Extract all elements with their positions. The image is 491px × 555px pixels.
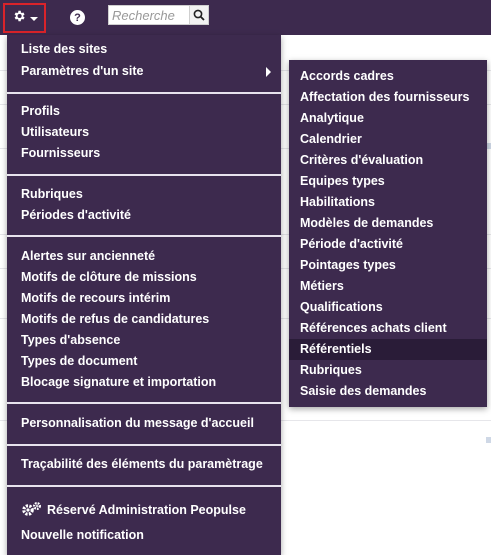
submenu-item-accords-cadres[interactable]: Accords cadres: [300, 69, 394, 83]
submenu-item-equipes-types[interactable]: Equipes types: [300, 174, 385, 188]
settings-menu-button[interactable]: [3, 3, 46, 33]
menu-separator: [7, 402, 281, 404]
submenu-item-rubriques[interactable]: Rubriques: [300, 363, 362, 377]
menu-separator: [7, 235, 281, 237]
menu-item-utilisateurs[interactable]: Utilisateurs: [21, 125, 90, 139]
question-icon[interactable]: ?: [70, 10, 85, 25]
settings-dropdown-menu: [7, 35, 281, 555]
submenu-item-criteres-evaluation[interactable]: Critères d'évaluation: [300, 153, 424, 167]
menu-item-personnalisation-message[interactable]: Personnalisation du message d'accueil: [21, 416, 254, 430]
menu-item-types-document[interactable]: Types de document: [21, 354, 138, 368]
site-settings-submenu: [289, 60, 487, 407]
submenu-item-metiers[interactable]: Métiers: [300, 279, 344, 293]
menu-item-alertes-anciennete[interactable]: Alertes sur ancienneté: [21, 249, 156, 263]
top-toolbar: [0, 0, 491, 35]
submenu-item-references-achats[interactable]: Références achats client: [300, 321, 447, 335]
submenu-item-calendrier[interactable]: Calendrier: [300, 132, 362, 146]
submenu-item-analytique[interactable]: Analytique: [300, 111, 364, 125]
menu-item-rubriques[interactable]: Rubriques: [21, 187, 83, 201]
menu-item-reserve-admin[interactable]: [7, 500, 281, 521]
menu-separator: [7, 444, 281, 446]
search-box: [108, 5, 209, 25]
menu-separator: [7, 174, 281, 176]
gear-icon: [12, 9, 26, 28]
submenu-item-habilitations[interactable]: Habilitations: [300, 195, 376, 209]
menu-item-tracabilite[interactable]: Traçabilité des éléments du paramètrage: [21, 457, 263, 471]
menu-item-profils[interactable]: Profils: [21, 104, 60, 118]
menu-item-liste-des-sites[interactable]: Liste des sites: [21, 42, 108, 56]
submenu-item-referentiels[interactable]: Référentiels: [289, 339, 487, 360]
submenu-item-pointages-types[interactable]: Pointages types: [300, 258, 396, 272]
submenu-item-modeles-demandes[interactable]: Modèles de demandes: [300, 216, 434, 230]
search-button[interactable]: [190, 5, 209, 25]
menu-separator: [7, 92, 281, 94]
menu-item-motifs-cloture[interactable]: Motifs de clôture de missions: [21, 270, 197, 284]
gears-icon: [21, 501, 43, 524]
menu-item-periodes-activite[interactable]: Périodes d'activité: [21, 208, 131, 222]
menu-item-motifs-refus[interactable]: Motifs de refus de candidatures: [21, 312, 210, 326]
submenu-item-qualifications[interactable]: Qualifications: [300, 300, 383, 314]
chevron-right-icon: [266, 67, 271, 77]
submenu-item-saisie-demandes[interactable]: Saisie des demandes: [300, 384, 427, 398]
search-icon: [193, 9, 205, 21]
submenu-item-periode-activite[interactable]: Période d'activité: [300, 237, 404, 251]
menu-separator: [7, 485, 281, 487]
chevron-down-icon: [30, 17, 38, 21]
search-input[interactable]: [108, 5, 190, 25]
menu-item-types-absence[interactable]: Types d'absence: [21, 333, 121, 347]
page-marker: [486, 437, 491, 443]
menu-item-parametres-site[interactable]: [7, 61, 281, 82]
menu-item-label: Réservé Administration Peopulse: [47, 503, 246, 517]
menu-item-motifs-recours[interactable]: Motifs de recours intérim: [21, 291, 171, 305]
menu-item-fournisseurs[interactable]: Fournisseurs: [21, 146, 101, 160]
menu-item-nouvelle-notification[interactable]: Nouvelle notification: [21, 528, 144, 542]
submenu-item-affectation-fournisseurs[interactable]: Affectation des fournisseurs: [300, 90, 470, 104]
menu-item-label: Paramètres d'un site: [21, 64, 144, 78]
menu-item-blocage-signature[interactable]: Blocage signature et importation: [21, 375, 217, 389]
